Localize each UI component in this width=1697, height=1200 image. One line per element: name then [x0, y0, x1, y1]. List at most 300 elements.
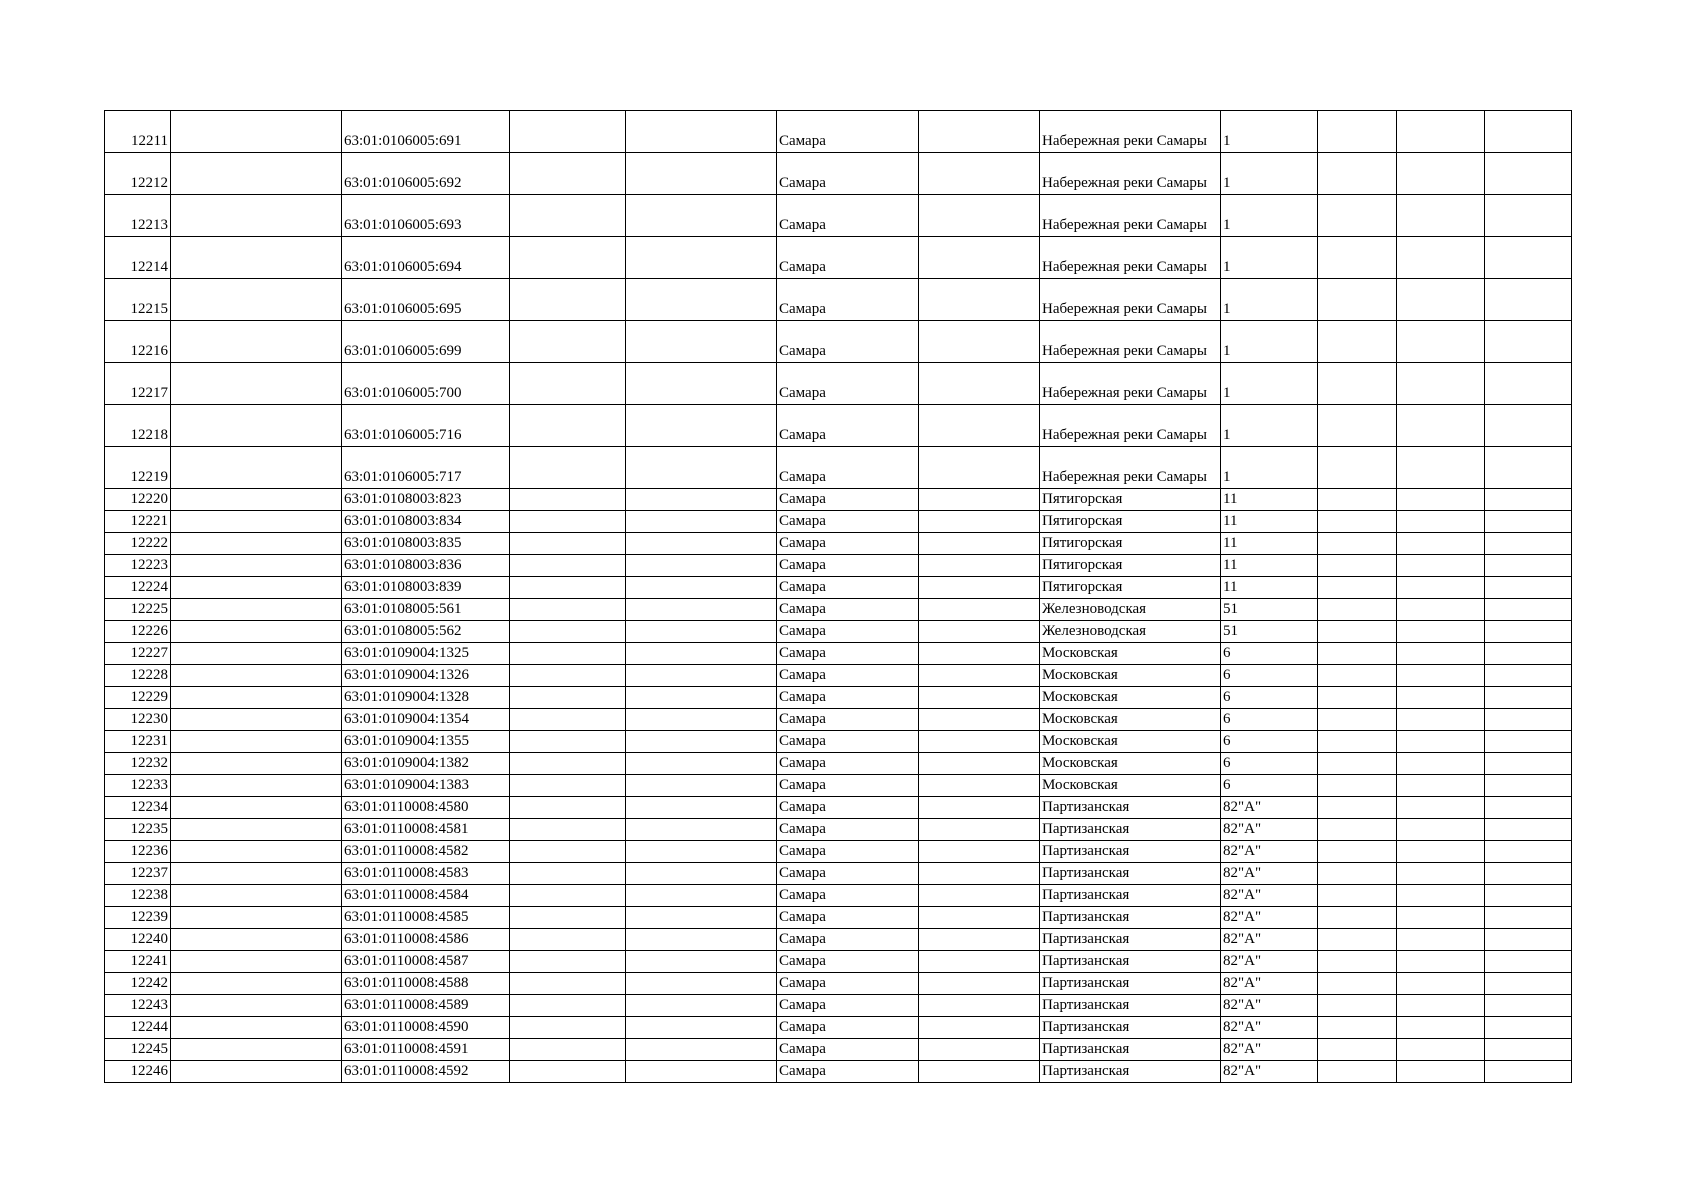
blank-cell	[919, 841, 1040, 863]
blank-cell	[1318, 995, 1397, 1017]
table-row	[105, 447, 1572, 489]
blank-cell	[1397, 1017, 1485, 1039]
blank-cell	[1397, 731, 1485, 753]
street-cell: Железноводская	[1040, 599, 1221, 621]
street-cell: Набережная реки Самары	[1040, 195, 1221, 237]
blank-cell	[1485, 533, 1572, 555]
blank-cell	[1485, 1039, 1572, 1061]
cadastral-number-cell: 63:01:0110008:4581	[342, 819, 510, 841]
blank-cell	[510, 577, 626, 599]
blank-cell	[1397, 907, 1485, 929]
blank-cell	[1397, 973, 1485, 995]
cadastral-number-cell: 63:01:0110008:4582	[342, 841, 510, 863]
house-number-cell: 6	[1221, 709, 1318, 731]
table-row	[105, 237, 1572, 279]
blank-cell	[1485, 511, 1572, 533]
street-cell: Московская	[1040, 665, 1221, 687]
house-number-cell: 82"А"	[1221, 863, 1318, 885]
blank-cell	[1318, 1017, 1397, 1039]
blank-cell	[626, 153, 777, 195]
row-number-cell: 12222	[105, 533, 171, 555]
blank-cell	[919, 863, 1040, 885]
blank-cell	[919, 775, 1040, 797]
blank-cell	[1485, 709, 1572, 731]
row-number-cell: 12225	[105, 599, 171, 621]
blank-cell	[626, 1061, 777, 1083]
blank-cell	[1485, 599, 1572, 621]
blank-cell	[1397, 511, 1485, 533]
blank-cell	[510, 279, 626, 321]
blank-cell	[919, 973, 1040, 995]
cadastral-number-cell: 63:01:0106005:716	[342, 405, 510, 447]
blank-cell	[626, 819, 777, 841]
house-number-cell: 6	[1221, 775, 1318, 797]
street-cell: Набережная реки Самары	[1040, 111, 1221, 153]
blank-cell	[1397, 841, 1485, 863]
blank-cell	[1318, 599, 1397, 621]
blank-cell	[1397, 599, 1485, 621]
city-cell: Самара	[777, 797, 919, 819]
blank-cell	[1485, 797, 1572, 819]
street-cell: Московская	[1040, 753, 1221, 775]
blank-cell	[1485, 973, 1572, 995]
city-cell: Самара	[777, 907, 919, 929]
street-cell: Партизанская	[1040, 929, 1221, 951]
house-number-cell: 6	[1221, 643, 1318, 665]
blank-cell	[1485, 321, 1572, 363]
blank-cell	[626, 555, 777, 577]
blank-cell	[171, 929, 342, 951]
blank-cell	[919, 511, 1040, 533]
house-number-cell: 82"А"	[1221, 995, 1318, 1017]
blank-cell	[919, 1061, 1040, 1083]
blank-cell	[171, 111, 342, 153]
blank-cell	[1485, 687, 1572, 709]
cadastral-number-cell: 63:01:0110008:4590	[342, 1017, 510, 1039]
blank-cell	[510, 533, 626, 555]
cadastral-number-cell: 63:01:0109004:1326	[342, 665, 510, 687]
blank-cell	[626, 753, 777, 775]
city-cell: Самара	[777, 819, 919, 841]
blank-cell	[626, 929, 777, 951]
row-number-cell: 12242	[105, 973, 171, 995]
blank-cell	[626, 511, 777, 533]
cadastral-number-cell: 63:01:0109004:1328	[342, 687, 510, 709]
blank-cell	[1485, 665, 1572, 687]
blank-cell	[1485, 841, 1572, 863]
blank-cell	[1485, 929, 1572, 951]
blank-cell	[510, 511, 626, 533]
house-number-cell: 1	[1221, 279, 1318, 321]
blank-cell	[510, 621, 626, 643]
row-number-cell: 12212	[105, 153, 171, 195]
row-number-cell: 12241	[105, 951, 171, 973]
blank-cell	[1318, 775, 1397, 797]
blank-cell	[510, 665, 626, 687]
city-cell: Самара	[777, 753, 919, 775]
blank-cell	[919, 321, 1040, 363]
house-number-cell: 1	[1221, 447, 1318, 489]
blank-cell	[1485, 577, 1572, 599]
blank-cell	[1318, 621, 1397, 643]
table-row	[105, 753, 1572, 775]
blank-cell	[171, 533, 342, 555]
blank-cell	[171, 599, 342, 621]
blank-cell	[626, 279, 777, 321]
blank-cell	[1318, 841, 1397, 863]
blank-cell	[919, 555, 1040, 577]
table-row	[105, 489, 1572, 511]
blank-cell	[919, 709, 1040, 731]
house-number-cell: 11	[1221, 511, 1318, 533]
blank-cell	[171, 1061, 342, 1083]
blank-cell	[171, 973, 342, 995]
blank-cell	[171, 511, 342, 533]
cadastral-number-cell: 63:01:0109004:1382	[342, 753, 510, 775]
table-row	[105, 363, 1572, 405]
row-number-cell: 12240	[105, 929, 171, 951]
blank-cell	[1397, 405, 1485, 447]
cadastral-number-cell: 63:01:0110008:4589	[342, 995, 510, 1017]
row-number-cell: 12229	[105, 687, 171, 709]
cadastral-number-cell: 63:01:0106005:717	[342, 447, 510, 489]
blank-cell	[171, 555, 342, 577]
blank-cell	[626, 577, 777, 599]
cadastral-number-cell: 63:01:0110008:4591	[342, 1039, 510, 1061]
house-number-cell: 1	[1221, 195, 1318, 237]
blank-cell	[1397, 995, 1485, 1017]
blank-cell	[510, 841, 626, 863]
row-number-cell: 12233	[105, 775, 171, 797]
cadastral-number-cell: 63:01:0106005:693	[342, 195, 510, 237]
house-number-cell: 6	[1221, 753, 1318, 775]
cadastral-number-cell: 63:01:0110008:4580	[342, 797, 510, 819]
blank-cell	[626, 111, 777, 153]
blank-cell	[510, 797, 626, 819]
row-number-cell: 12235	[105, 819, 171, 841]
house-number-cell: 1	[1221, 111, 1318, 153]
row-number-cell: 12221	[105, 511, 171, 533]
house-number-cell: 82"А"	[1221, 951, 1318, 973]
table-row	[105, 511, 1572, 533]
blank-cell	[1485, 153, 1572, 195]
blank-cell	[1318, 533, 1397, 555]
blank-cell	[1485, 111, 1572, 153]
table-row	[105, 885, 1572, 907]
blank-cell	[1318, 819, 1397, 841]
table-row	[105, 731, 1572, 753]
blank-cell	[1485, 995, 1572, 1017]
street-cell: Партизанская	[1040, 995, 1221, 1017]
blank-cell	[919, 405, 1040, 447]
cadastral-number-cell: 63:01:0110008:4585	[342, 907, 510, 929]
blank-cell	[1318, 447, 1397, 489]
row-number-cell: 12231	[105, 731, 171, 753]
table-row	[105, 111, 1572, 153]
row-number-cell: 12224	[105, 577, 171, 599]
cadastral-number-cell: 63:01:0108003:836	[342, 555, 510, 577]
city-cell: Самара	[777, 885, 919, 907]
street-cell: Набережная реки Самары	[1040, 237, 1221, 279]
table-row	[105, 533, 1572, 555]
blank-cell	[919, 195, 1040, 237]
house-number-cell: 6	[1221, 687, 1318, 709]
street-cell: Набережная реки Самары	[1040, 405, 1221, 447]
blank-cell	[919, 731, 1040, 753]
blank-cell	[919, 111, 1040, 153]
blank-cell	[1318, 111, 1397, 153]
row-number-cell: 12215	[105, 279, 171, 321]
row-number-cell: 12219	[105, 447, 171, 489]
blank-cell	[1397, 153, 1485, 195]
cadastral-number-cell: 63:01:0108003:835	[342, 533, 510, 555]
blank-cell	[919, 951, 1040, 973]
street-cell: Московская	[1040, 709, 1221, 731]
property-register-table	[104, 110, 1572, 1083]
blank-cell	[1397, 555, 1485, 577]
blank-cell	[510, 153, 626, 195]
city-cell: Самара	[777, 841, 919, 863]
blank-cell	[626, 797, 777, 819]
street-cell: Пятигорская	[1040, 489, 1221, 511]
blank-cell	[919, 687, 1040, 709]
blank-cell	[1397, 951, 1485, 973]
blank-cell	[1485, 489, 1572, 511]
blank-cell	[1318, 363, 1397, 405]
blank-cell	[1397, 1039, 1485, 1061]
table-row	[105, 1017, 1572, 1039]
cadastral-number-cell: 63:01:0110008:4586	[342, 929, 510, 951]
street-cell: Пятигорская	[1040, 511, 1221, 533]
blank-cell	[919, 621, 1040, 643]
blank-cell	[1318, 1039, 1397, 1061]
cadastral-number-cell: 63:01:0108003:839	[342, 577, 510, 599]
blank-cell	[171, 489, 342, 511]
blank-cell	[1485, 1061, 1572, 1083]
blank-cell	[1318, 279, 1397, 321]
house-number-cell: 1	[1221, 321, 1318, 363]
row-number-cell: 12220	[105, 489, 171, 511]
blank-cell	[1397, 447, 1485, 489]
house-number-cell: 82"А"	[1221, 929, 1318, 951]
cadastral-number-cell: 63:01:0108003:823	[342, 489, 510, 511]
city-cell: Самара	[777, 643, 919, 665]
row-number-cell: 12213	[105, 195, 171, 237]
blank-cell	[1318, 153, 1397, 195]
blank-cell	[171, 153, 342, 195]
blank-cell	[510, 753, 626, 775]
table-row	[105, 405, 1572, 447]
city-cell: Самара	[777, 621, 919, 643]
cadastral-number-cell: 63:01:0106005:699	[342, 321, 510, 363]
city-cell: Самара	[777, 863, 919, 885]
blank-cell	[1397, 621, 1485, 643]
blank-cell	[1318, 489, 1397, 511]
blank-cell	[510, 687, 626, 709]
blank-cell	[1485, 643, 1572, 665]
cadastral-number-cell: 63:01:0106005:692	[342, 153, 510, 195]
blank-cell	[171, 951, 342, 973]
blank-cell	[1318, 907, 1397, 929]
table-row	[105, 321, 1572, 363]
row-number-cell: 12216	[105, 321, 171, 363]
blank-cell	[1318, 863, 1397, 885]
blank-cell	[1318, 665, 1397, 687]
row-number-cell: 12244	[105, 1017, 171, 1039]
blank-cell	[1485, 731, 1572, 753]
blank-cell	[626, 709, 777, 731]
blank-cell	[1485, 447, 1572, 489]
blank-cell	[510, 863, 626, 885]
blank-cell	[171, 665, 342, 687]
blank-cell	[919, 237, 1040, 279]
city-cell: Самара	[777, 929, 919, 951]
cadastral-number-cell: 63:01:0110008:4583	[342, 863, 510, 885]
street-cell: Московская	[1040, 687, 1221, 709]
blank-cell	[919, 599, 1040, 621]
row-number-cell: 12214	[105, 237, 171, 279]
blank-cell	[1318, 731, 1397, 753]
blank-cell	[510, 995, 626, 1017]
blank-cell	[171, 775, 342, 797]
cadastral-number-cell: 63:01:0106005:694	[342, 237, 510, 279]
cadastral-number-cell: 63:01:0106005:700	[342, 363, 510, 405]
city-cell: Самара	[777, 599, 919, 621]
blank-cell	[919, 1039, 1040, 1061]
blank-cell	[1397, 665, 1485, 687]
table-row	[105, 995, 1572, 1017]
blank-cell	[626, 599, 777, 621]
blank-cell	[1397, 279, 1485, 321]
blank-cell	[1318, 973, 1397, 995]
table-row	[105, 279, 1572, 321]
blank-cell	[919, 929, 1040, 951]
blank-cell	[626, 405, 777, 447]
blank-cell	[171, 709, 342, 731]
blank-cell	[1397, 775, 1485, 797]
blank-cell	[171, 907, 342, 929]
blank-cell	[919, 363, 1040, 405]
house-number-cell: 6	[1221, 665, 1318, 687]
table-row	[105, 621, 1572, 643]
blank-cell	[1318, 577, 1397, 599]
city-cell: Самара	[777, 405, 919, 447]
blank-cell	[510, 643, 626, 665]
row-number-cell: 12246	[105, 1061, 171, 1083]
blank-cell	[919, 797, 1040, 819]
blank-cell	[171, 1017, 342, 1039]
blank-cell	[1485, 753, 1572, 775]
blank-cell	[1485, 363, 1572, 405]
blank-cell	[1318, 885, 1397, 907]
city-cell: Самара	[777, 995, 919, 1017]
table-row	[105, 951, 1572, 973]
blank-cell	[510, 599, 626, 621]
blank-cell	[171, 819, 342, 841]
table-row	[105, 973, 1572, 995]
blank-cell	[171, 885, 342, 907]
cadastral-number-cell: 63:01:0108003:834	[342, 511, 510, 533]
blank-cell	[171, 279, 342, 321]
city-cell: Самара	[777, 321, 919, 363]
blank-cell	[1318, 195, 1397, 237]
table-row	[105, 819, 1572, 841]
cadastral-number-cell: 63:01:0108005:562	[342, 621, 510, 643]
city-cell: Самара	[777, 1039, 919, 1061]
table-row	[105, 775, 1572, 797]
street-cell: Московская	[1040, 731, 1221, 753]
house-number-cell: 82"А"	[1221, 841, 1318, 863]
street-cell: Московская	[1040, 775, 1221, 797]
blank-cell	[171, 841, 342, 863]
blank-cell	[626, 665, 777, 687]
blank-cell	[919, 995, 1040, 1017]
house-number-cell: 82"А"	[1221, 907, 1318, 929]
blank-cell	[171, 1039, 342, 1061]
blank-cell	[510, 237, 626, 279]
blank-cell	[1397, 929, 1485, 951]
blank-cell	[626, 863, 777, 885]
city-cell: Самара	[777, 665, 919, 687]
house-number-cell: 82"А"	[1221, 1017, 1318, 1039]
blank-cell	[510, 1039, 626, 1061]
table-row	[105, 1039, 1572, 1061]
street-cell: Железноводская	[1040, 621, 1221, 643]
blank-cell	[1485, 621, 1572, 643]
street-cell: Набережная реки Самары	[1040, 321, 1221, 363]
blank-cell	[626, 195, 777, 237]
house-number-cell: 51	[1221, 621, 1318, 643]
city-cell: Самара	[777, 153, 919, 195]
blank-cell	[1485, 907, 1572, 929]
table-row	[105, 153, 1572, 195]
blank-cell	[510, 1061, 626, 1083]
blank-cell	[510, 405, 626, 447]
blank-cell	[510, 929, 626, 951]
house-number-cell: 1	[1221, 237, 1318, 279]
blank-cell	[1485, 195, 1572, 237]
blank-cell	[919, 819, 1040, 841]
blank-cell	[626, 643, 777, 665]
house-number-cell: 11	[1221, 555, 1318, 577]
table-row	[105, 841, 1572, 863]
blank-cell	[1397, 195, 1485, 237]
blank-cell	[626, 731, 777, 753]
blank-cell	[1485, 405, 1572, 447]
blank-cell	[919, 643, 1040, 665]
blank-cell	[1485, 237, 1572, 279]
blank-cell	[626, 489, 777, 511]
cadastral-number-cell: 63:01:0109004:1354	[342, 709, 510, 731]
street-cell: Пятигорская	[1040, 555, 1221, 577]
blank-cell	[1485, 885, 1572, 907]
city-cell: Самара	[777, 555, 919, 577]
table-row	[105, 555, 1572, 577]
blank-cell	[626, 995, 777, 1017]
street-cell: Набережная реки Самары	[1040, 447, 1221, 489]
row-number-cell: 12236	[105, 841, 171, 863]
street-cell: Партизанская	[1040, 951, 1221, 973]
blank-cell	[1397, 363, 1485, 405]
blank-cell	[1318, 511, 1397, 533]
house-number-cell: 82"А"	[1221, 1039, 1318, 1061]
city-cell: Самара	[777, 731, 919, 753]
blank-cell	[626, 621, 777, 643]
city-cell: Самара	[777, 511, 919, 533]
blank-cell	[1397, 643, 1485, 665]
blank-cell	[919, 279, 1040, 321]
blank-cell	[510, 195, 626, 237]
